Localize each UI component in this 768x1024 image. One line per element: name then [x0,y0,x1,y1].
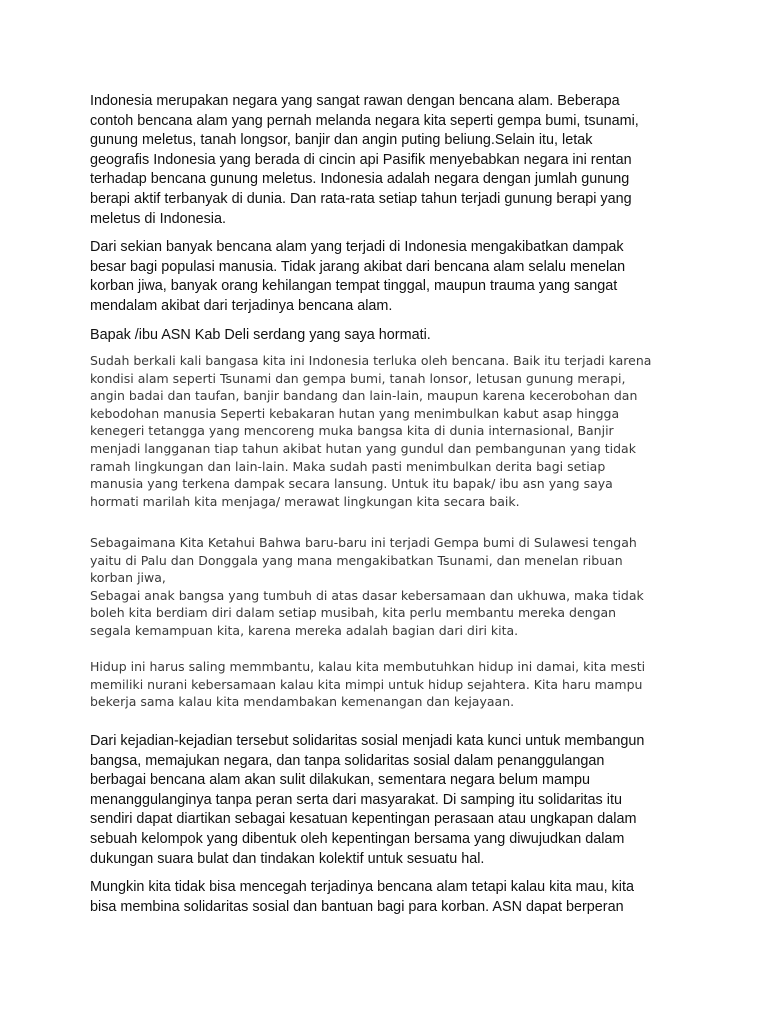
text-line: yaitu di Palu dan Donggala yang mana mengakibatkan Tsunami, dan menelan ribuan [90,552,623,568]
text-line: korban jiwa, banyak orang kehilangan tempat tinggal, maupun trauma yang sangat [90,278,618,295]
paragraph-2 [90,238,625,316]
text-line: hormati marilah kita menjaga/ merawat lingkungan kita secara baik. [90,493,520,509]
text-line: Indonesia merupakan negara yang sangat rawan dengan bencana alam. Beberapa [90,93,620,109]
text-line: meletus di Indonesia. [90,210,226,227]
text-line: segala kemampuan kita, karena mereka adalah bagian dari diri kita. [90,622,519,638]
salutation [90,326,431,346]
text-line: dukungan suara bulat dan tindakan kolektif untuk sesuatu hal. [90,850,485,867]
paragraph-7 [90,878,634,917]
text-line: Sebagai anak bangsa yang tumbuh di atas dasar kebersamaan dan ukhuwa, maka tidak [90,587,644,603]
paragraph-4 [90,534,644,640]
text-line: kebodohan manusia Seperti kebakaran hutan yang menimbulkan kabut asap hingga [90,405,620,421]
text-line: ramah lingkungan dan lain-lain. Maka sudah pasti menimbulkan derita bagi setiap [90,458,606,474]
text-line: manusia yang terkena dampak secara lansung. Untuk itu bapak/ ibu asn yang saya [90,476,613,492]
paragraph-3 [90,352,651,510]
text-line: berbagai bencana alam akan sulit dilakukan, sementara negara belum mampu [90,772,590,789]
text-line: kenegeri tetangga yang mencoreng muka bangsa kita di dunia internasional, Banjir [90,423,614,439]
text-line: Hidup ini harus saling memmbantu, kalau kita membutuhkan hidup ini damai, kita mesti [90,659,646,674]
text-line: angin badai dan taufan, banjir bandang dan lain-lain, maupun karena kecerobohan dan [90,388,638,404]
text-line: Mungkin kita tidak bisa mencegah terjadinya bencana alam tetapi kalau kita mau, kita [90,879,634,895]
text-line: berapi aktif terbanyak di dunia. Dan rata-rata setiap tahun terjadi gunung berapi yang [90,190,632,207]
text-line: bekerja sama kalau kita mendambakan kemenangan dan kejayaan. [90,694,515,710]
text-line: menanggulanginya tanpa peran serta dari masyarakat. Di samping itu solidaritas itu [90,791,622,808]
text-line: Dari kejadian-kejadian tersebut solidaritas sosial menjadi kata kunci untuk membangun [90,733,645,749]
paragraph-5 [90,658,645,711]
text-line: Dari sekian banyak bencana alam yang terjadi di Indonesia mengakibatkan dampak [90,239,624,255]
text-line: bisa membina solidaritas sosial dan bantuan bagi para korban. ASN dapat berperan [90,898,624,915]
text-line: menjadi langganan tiap tahun akibat hutan yang gundul dan pembangunan yang tidak [90,440,636,456]
text-line: sebuah kelompok yang dibentuk oleh kepentingan bersama yang diwujudkan dalam [90,830,625,847]
paragraph-1 [90,92,639,229]
text-line: geografis Indonesia yang berada di cincin api Pasifik menyebabkan negara ini rentan [90,151,632,168]
text-line: gunung meletus, tanah longsor, banjir dan angin puting beliung.Selain itu, letak [90,132,593,149]
text-line: bangsa, memajukan negara, dan tanpa solidaritas sosial dalam penanggulangan [90,752,605,769]
text-line: Sebagaimana Kita Ketahui Bahwa baru-baru ini terjadi Gempa bumi di Sulawesi tengah [90,535,637,550]
text-line: Sudah berkali kali bangasa kita ini Indonesia terluka oleh bencana. Baik itu terjadi karena [90,353,652,368]
text-line: Bapak /ibu ASN Kab Deli serdang yang saya hormati. [90,327,431,343]
text-line: contoh bencana alam yang pernah melanda negara kita seperti gempa bumi, tsunami, [90,112,639,129]
text-line: besar bagi populasi manusia. Tidak jarang akibat dari bencana alam selalu menelan [90,258,626,275]
text-line: terhadap bencana gunung meletus. Indonesia adalah negara dengan jumlah gunung [90,171,630,188]
text-line: kondisi alam seperti Tsunami dan gempa bumi, tanah lonsor, letusan gunung merapi, [90,370,626,386]
text-line: boleh kita berdiam diri dalam setiap musibah, kita perlu membantu mereka dengan [90,605,617,621]
text-line: memiliki nurani kebersamaan kalau kita mimpi untuk hidup sejahtera. Kita haru mampu [90,676,643,692]
paragraph-6 [90,732,644,869]
text-line: korban jiwa, [90,570,166,586]
text-line: sendiri dapat diartikan sebagai kesatuan kepentingan perasaan atau ungkapan dalam [90,811,637,828]
text-line: mendalam akibat dari terjadinya bencana alam. [90,297,393,314]
